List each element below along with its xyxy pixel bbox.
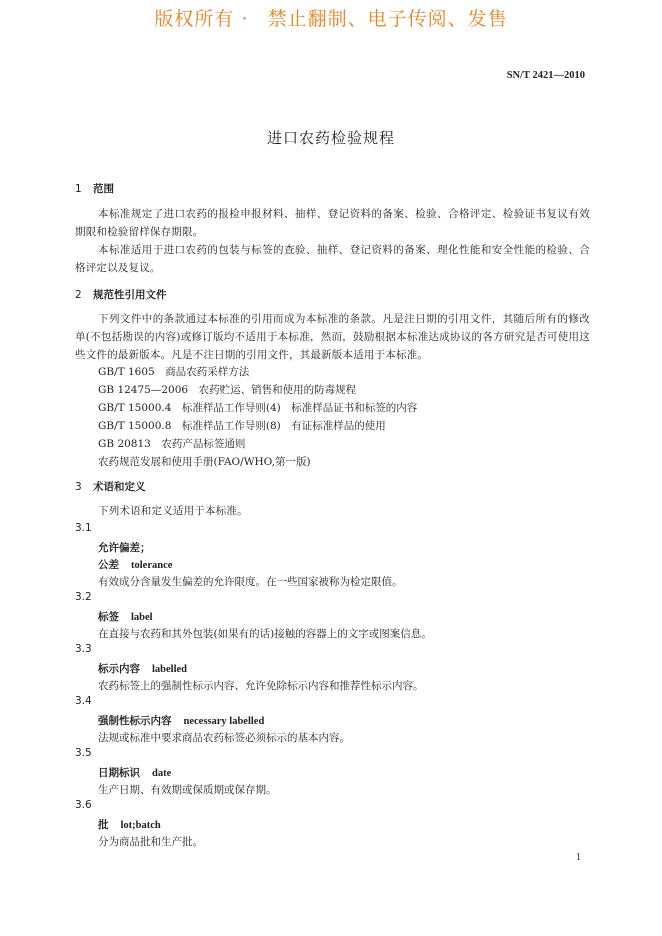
term-cn: 日期标识 (98, 767, 140, 779)
section-number: 1 (75, 183, 82, 195)
page-title: 进口农药检验规程 (266, 129, 395, 147)
reference-item: GB/T 15000.4 标准样品工作导则(4) 标准样品证书和标签的内容 (98, 402, 418, 414)
section-title: 范围 (93, 183, 114, 195)
section-heading-references (75, 287, 167, 302)
term-definition: 生产日期、有效期或保质期或保存期。 (98, 784, 277, 796)
term-en: date (152, 768, 172, 779)
term-alt: 允许偏差； (98, 542, 151, 554)
term-name (98, 765, 171, 780)
term-number: 3.6 (75, 799, 92, 811)
section-number: 3 (75, 481, 82, 493)
term-number: 3.3 (75, 643, 92, 655)
section-number: 2 (75, 289, 82, 301)
term-name (98, 661, 187, 676)
reference-item: GB/T 15000.8 标准样品工作导则(8) 有证标准样品的使用 (98, 420, 386, 432)
term-number: 3.1 (75, 522, 92, 534)
term-name (98, 609, 153, 624)
section-heading-scope (75, 181, 114, 196)
term-cn: 批 (98, 819, 109, 831)
term-cn: 公差 (98, 559, 119, 571)
paragraph: 下列术语和定义适用于本标准。 (98, 505, 248, 517)
section-heading-terms (75, 479, 146, 494)
reference-item: GB/T 1605 商品农药采样方法 (98, 366, 250, 378)
term-en: necessary labelled (183, 716, 265, 727)
term-en: labelled (152, 664, 188, 675)
term-definition: 农药标签上的强制性标示内容、允许免除标示内容和推荐性标示内容。 (98, 680, 424, 692)
term-cn: 标签 (98, 611, 119, 623)
page-number: 1 (576, 852, 581, 863)
term-cn: 标示内容 (98, 663, 140, 675)
term-en: tolerance (131, 560, 173, 571)
term-name (98, 817, 161, 832)
term-definition: 有效成分含量发生偏差的允许限度。在一些国家被称为检定限值。 (98, 576, 403, 588)
paragraph: 下列文件中的条款通过本标准的引用而成为本标准的条款。凡是注日期的引用文件，其随后所有的修改单(不包括勘误的内容)或修订版均不适用于本标准，然而，鼓励根据本标准达成协议的各方研究是否可使用这些文件的最新版本。凡是不注日期的引用文件，其最新版本适用于本标准。 (75, 313, 590, 361)
reference-item: 农药规范发展和使用手册(FAO/WHO,第一版) (98, 456, 311, 468)
term-definition: 法规或标准中要求商品农药标签必须标示的基本内容。 (98, 732, 350, 744)
section-title: 术语和定义 (93, 481, 146, 493)
paragraph: 本标准适用于进口农药的包装与标签的查验、抽样、登记资料的备案、理化性能和安全性能的检验、合格评定以及复议。 (75, 244, 590, 274)
term-number: 3.4 (75, 695, 92, 707)
term-cn: 强制性标示内容 (98, 715, 172, 727)
reference-item: GB 20813 农药产品标签通则 (98, 438, 246, 450)
section-title: 规范性引用文件 (93, 289, 167, 301)
standard-code: SN/T 2421—2010 (506, 70, 585, 81)
term-definition: 分为商品批和生产批。 (98, 836, 203, 848)
term-number: 3.2 (75, 591, 92, 603)
term-name (98, 713, 264, 728)
term-number: 3.5 (75, 747, 92, 759)
term-en: lot;batch (120, 820, 161, 831)
term-definition: 在直接与农药和其外包装(如果有的话)接触的容器上的文字或图案信息。 (98, 628, 432, 640)
copyright-watermark (0, 4, 662, 31)
paragraph: 本标准规定了进口农药的报检申报材料、抽样、登记资料的备案、检验、合格评定、检验证书复议有效期限和检验留样保存期限。 (75, 208, 590, 238)
watermark-part1: 版权所有 · (154, 8, 249, 30)
term-name (98, 557, 172, 572)
watermark-part2: 禁止翻制、电子传阅、发售 (267, 8, 508, 30)
term-en: label (131, 612, 153, 623)
reference-item: GB 12475—2006 农药贮运、销售和使用的防毒规程 (98, 384, 357, 396)
